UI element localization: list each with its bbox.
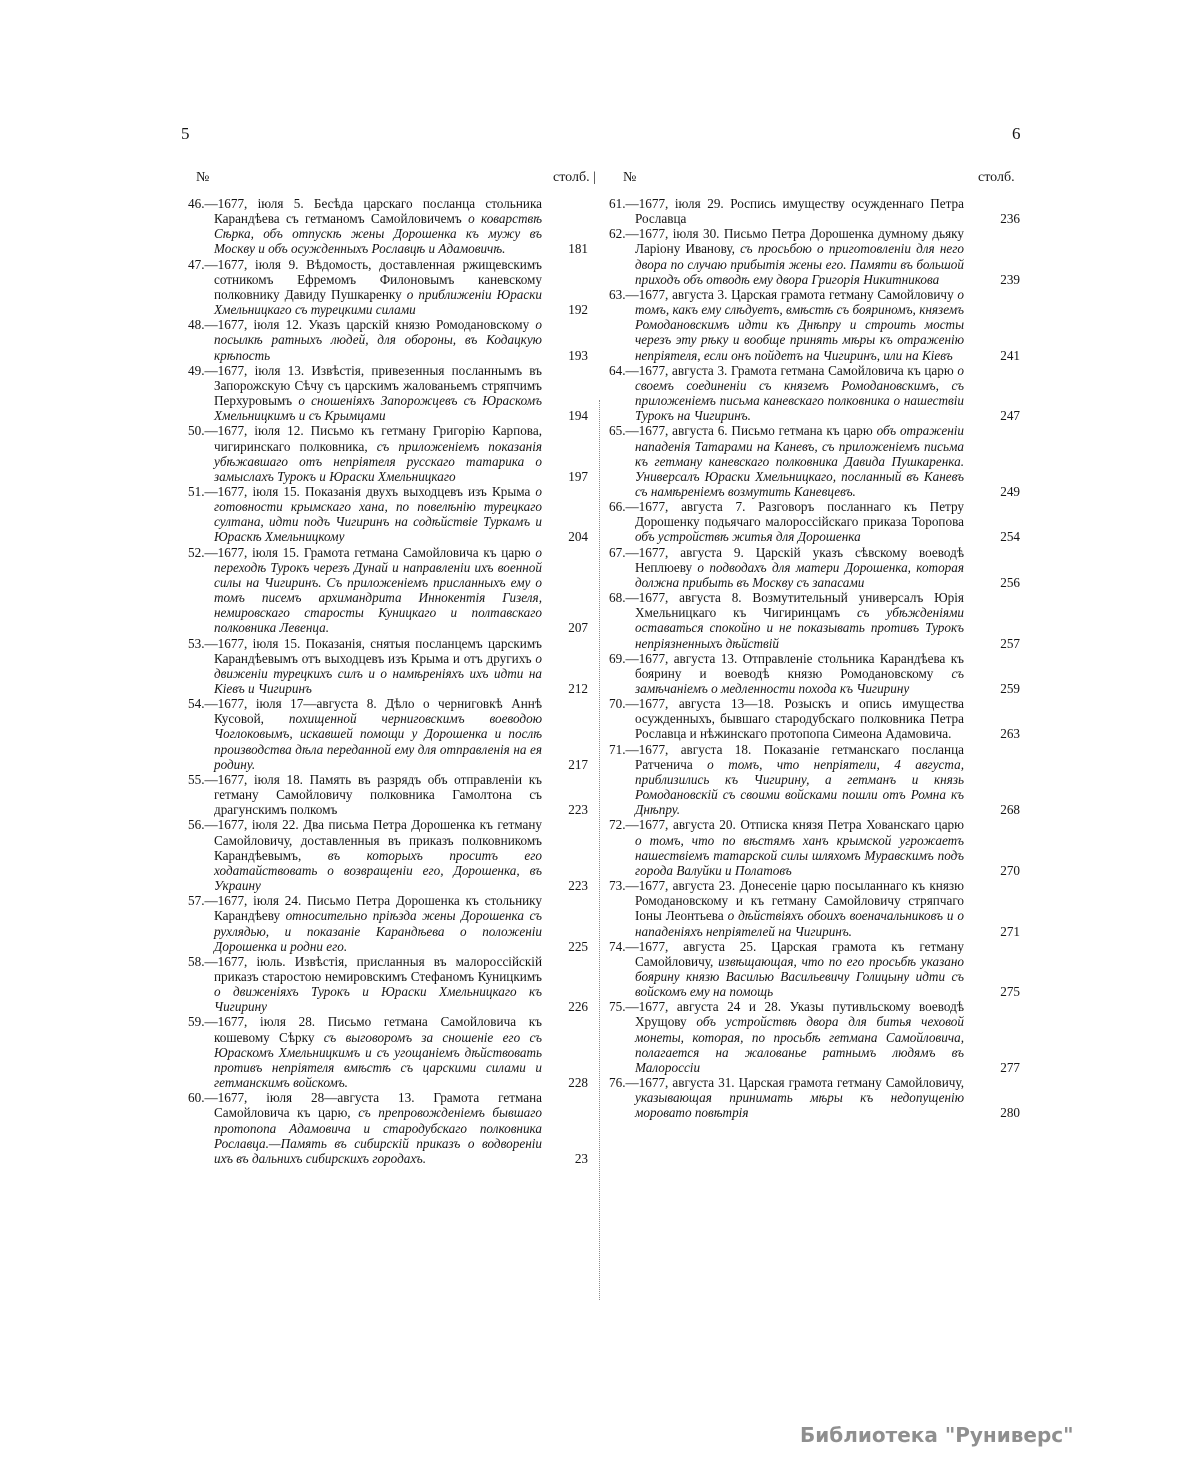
entry-column-number: 193 (568, 347, 588, 363)
entry-description: о своемъ соединеніи съ княземъ Ромодановскимъ, съ приложеніемъ письма каневскаго полковника о нашествіи Турокъ на Чигиринъ. (635, 362, 964, 424)
page-number-left: 5 (181, 124, 190, 143)
entry-description: съ замѣчаніемъ о медленности похода къ Чигирину (635, 665, 964, 696)
entry-column-number: 194 (568, 408, 588, 424)
entry-description: о томъ, что непріятели, 4 августа, приблизились къ Чигирину, а гетманъ и князь Ромодановскій съ своими войсками пошли отъ Ромна къ Днѣпру. (635, 756, 964, 818)
left-column-header: столб. | (553, 170, 596, 185)
index-entry (609, 878, 1020, 939)
entry-text (609, 423, 1020, 499)
left-number-header: № (196, 170, 210, 185)
index-entry (609, 363, 1020, 424)
left-column (188, 196, 594, 1166)
entry-description: о движеніи турецкихъ силъ и о намѣреніяхъ ихъ идти на Кіевъ и Чигиринъ (214, 650, 542, 696)
entry-column-number: 236 (1000, 211, 1020, 227)
index-entry (188, 545, 594, 636)
index-entry (188, 636, 594, 697)
entry-heading: 73.—1677, августа 23. Донесеніе царю посыланнаго къ князю Ромодановскому и къ гетману Самойловичу стряпчаго Іоны Леонтьева (609, 878, 964, 924)
entry-column-number: 270 (1000, 862, 1020, 878)
entry-column-number: 197 (568, 468, 588, 484)
entry-text (188, 1014, 594, 1090)
entry-description: о дѣйствіяхъ обоихъ военачальниковъ и о нападеніяхъ непріятелей на Чигиринъ. (635, 908, 965, 939)
right-column-header: столб. (978, 170, 1015, 185)
entry-description: о посылкѣ ратныхъ людей, для обороны, въ Кодацкую крѣпость (214, 317, 543, 363)
entry-column-number: 256 (1000, 574, 1020, 590)
entry-column-number: 277 (1000, 1059, 1020, 1075)
entry-text (188, 893, 594, 954)
index-entry (609, 817, 1020, 878)
entry-column-number: 268 (1000, 802, 1020, 818)
entry-heading: 67.—1677, августа 9. Царскій указъ сѣвскому воеводѣ Неплюеву (609, 544, 964, 575)
entry-text (609, 196, 1020, 226)
entry-column-number: 241 (1000, 347, 1020, 363)
entry-description: въ которыхъ проситъ его ходатайствовать о возвращеніи его, Дорошенка, въ Украину (214, 847, 542, 894)
index-entry (609, 696, 1020, 741)
entry-description: съ препровожденіемъ бывшаго протопопа Адамовича и стародубскаго полковника Рославца.—Память въ сибирскій приказъ о водвореніи ихъ въ дальнихъ сибирскихъ городахъ. (214, 1105, 542, 1166)
entry-text (609, 590, 1020, 651)
entry-heading: 72.—1677, августа 20. Отписка князя Петра Хованскаго царю (609, 817, 964, 833)
entry-column-number: 23 (574, 1150, 588, 1166)
entry-text (188, 1090, 594, 1166)
entry-column-number: 217 (568, 756, 588, 772)
entry-heading: 62.—1677, іюля 30. Письмо Петра Дорошенка думному дьяку Ларіону Иванову, (609, 226, 964, 257)
entry-text (609, 742, 1020, 818)
index-entry (609, 742, 1020, 818)
index-entry (188, 196, 594, 257)
entry-description: съ убѣжденіями оставаться спокойно и не показывать противъ Турокъ непріязненныхъ дѣйствій (635, 605, 964, 651)
entry-heading: 52.—1677, іюля 15. Грамота гетмана Самойловича къ царю (188, 544, 531, 560)
entry-heading: 69.—1677, августа 13. Отправленіе стольника Карандѣева къ боярину и воеводѣ князю Ромодановскому (609, 650, 964, 681)
entry-description: относительно пріѣзда жены Дорошенка съ рухлядью, и показаніе Карандѣева о положеніи Дорошенка и родни его. (214, 908, 542, 954)
entry-description: съ приложеніемъ показанія убѣжавшаго отъ непріятеля русскаго татарика о замыслахъ Турокъ и Юраски Хмельницкаго (214, 438, 542, 484)
entry-text (609, 499, 1020, 544)
entry-text (188, 696, 594, 772)
entry-text (188, 257, 594, 318)
entry-column-number: 280 (1000, 1105, 1020, 1121)
entry-description: о томъ, что по вѣстямъ ханъ крымской угрожаетъ нашествіемъ татарской силы шляхомъ Муравскимъ подъ города Валуйки и Полатовъ (635, 832, 964, 878)
page-number-right: 6 (1012, 124, 1021, 143)
index-entry (609, 423, 1020, 499)
entry-description: о готовности крымскаго хана, по повелѣнію турецкаго султана, идти подъ Чигиринъ на содѣйствіе Туркамъ и Юраскѣ Хмельницкому (214, 483, 542, 545)
entry-text (188, 545, 594, 636)
entry-column-number: 247 (1000, 408, 1020, 424)
entry-column-number: 223 (568, 878, 588, 894)
index-entry (188, 1090, 594, 1166)
index-entry (609, 999, 1020, 1075)
entry-description: о сношеніяхъ Запорожцевъ съ Юраскомъ Хмельницкимъ и съ Крымцами (214, 393, 542, 424)
entry-description: о томъ, какъ ему слѣдуетъ, вмѣстѣ съ бояриномъ, княземъ Ромодановскимъ идти къ Днѣпру и строить мосты черезъ эту рѣку и вообще принять мѣры къ отраженію непріятеля, если онъ пойдетъ на Чигиринъ, или на Кіевъ (635, 286, 965, 363)
library-watermark: Библиотека "Руниверс" (800, 1423, 1074, 1447)
index-entry (188, 817, 594, 893)
entry-text (188, 363, 594, 424)
index-entry (188, 317, 594, 362)
entry-text (609, 817, 1020, 878)
entry-text (609, 999, 1020, 1075)
entry-heading: 48.—1677, іюля 12. Указъ царскій князю Ромодановскому (188, 317, 530, 333)
entry-column-number: 249 (1000, 483, 1020, 499)
entry-column-number: 254 (1000, 529, 1020, 545)
entry-heading: 58.—1677, іюль. Извѣстія, присланныя въ малороссійскій приказъ старостою немировскимъ Стефаномъ Куницкимъ (188, 953, 542, 984)
entry-column-number: 226 (568, 999, 588, 1015)
entry-heading: 76.—1677, августа 31. Царская грамота гетману Самойловичу, (609, 1075, 964, 1091)
entry-heading: 61.—1677, іюля 29. Роспись имуществу осужденнаго Петра Рославца (609, 196, 964, 227)
entry-heading: 54.—1677, іюля 17—августа 8. Дѣло о черниговкѣ Аннѣ Кусовой, (188, 696, 542, 727)
entry-column-number: 263 (1000, 726, 1020, 742)
entry-description: о коварствѣ Сѣрка, объ отпускѣ жены Дорошенка къ мужу въ Москву и объ осужденныхъ Рославцѣ и Адамовичѣ. (214, 211, 543, 257)
index-entry (188, 893, 594, 954)
entry-description: похищенной черниговскимъ воеводою Чоглоковымъ, искавшей помощи у Дорошенка и послѣ производства дѣла переданной ему для отправленія на ея родину. (214, 711, 542, 772)
entry-column-number: 239 (1000, 271, 1020, 287)
entry-heading: 51.—1677, іюля 15. Показанія двухъ выходцевъ изъ Крыма (188, 483, 531, 499)
entry-text (188, 772, 594, 817)
entry-text (188, 196, 594, 257)
entry-heading: 74.—1677, августа 25. Царская грамота къ гетману Самойловичу, (609, 938, 964, 969)
entry-heading: 60.—1677, іюля 28—августа 13. Грамота гетмана Самойловича къ царю, (188, 1090, 542, 1121)
entry-heading: 70.—1677, августа 13—18. Розыскъ и опись имущества осужденныхъ, бывшаго стародубскаго полковника Петра Рославца и нѣжинскаго протопопа Симеона Адамовича. (609, 696, 964, 742)
entry-heading: 55.—1677, іюля 18. Память въ разрядъ объ отправленіи къ гетману Самойловичу полковника Гамолтона съ драгунскимъ полкомъ (188, 771, 542, 818)
entry-description: съ просьбою о приготовленіи для него двора по случаю прибытія жены его. Памяти въ большой приходъ объ отводѣ ему двора Григорія Никитникова (635, 241, 964, 287)
entry-text (609, 651, 1020, 696)
entry-column-number: 212 (568, 681, 588, 696)
index-entry (609, 196, 1020, 226)
entry-column-number: 223 (568, 802, 588, 818)
entry-heading: 68.—1677, августа 8. Возмутительный универсалъ Юрія Хмельницкаго къ Чигиринцамъ (609, 590, 964, 621)
entry-description: объ отраженіи нападенія Татарами на Каневъ, съ приложеніемъ письма къ гетману каневскаго полковника Давида Пушкаренка. Универсалъ Юраски Хмельницкаго, посланный въ Каневъ съ намѣреніемъ возмутить Каневцевъ. (635, 423, 965, 499)
index-entry (188, 696, 594, 772)
entry-column-number: 181 (568, 241, 588, 257)
entry-heading: 47.—1677, іюля 9. Вѣдомость, доставленная ржищевскимъ сотникомъ Ефремомъ Филоновымъ каневскому полковнику Давиду Пушкаренку (188, 256, 542, 302)
entry-column-number: 275 (1000, 984, 1020, 1000)
index-entry (188, 1014, 594, 1090)
entry-heading: 56.—1677, іюля 22. Два письма Петра Дорошенка къ гетману Самойловичу, доставленныя въ приказъ полковникомъ Карандѣевымъ, (188, 817, 542, 863)
index-entry (609, 226, 1020, 287)
entry-heading: 71.—1677, августа 18. Показаніе гетманскаго посланца Ратченича (609, 741, 964, 772)
right-number-header: № (623, 170, 637, 185)
entry-text (188, 423, 594, 484)
entry-description: о переходѣ Турокъ черезъ Дунай и направленіи ихъ военной силы на Чигиринъ. Съ приложеніемъ присланныхъ ему о томъ писемъ архимандрита Иннокентія Гизеля, немировскаго старосты Куницкаго и полтавскаго полковника Левенца. (214, 544, 542, 636)
entry-text (609, 939, 1020, 1000)
entry-description: о приближеніи Юраски Хмельницкаго съ турецкими силами (214, 286, 543, 318)
entry-description: указывающая принимать мѣры къ недопущенію моровато повѣтрія (635, 1090, 964, 1121)
entry-heading: 65.—1677, августа 6. Письмо гетмана къ царю (609, 423, 873, 439)
entry-text (609, 1075, 1020, 1120)
entry-description: о движеніяхъ Турокъ и Юраски Хмельницкаго къ Чигирину (214, 984, 542, 1015)
entry-text (188, 484, 594, 545)
index-entry (188, 484, 594, 545)
entry-column-number: 207 (568, 620, 588, 636)
index-entry (188, 363, 594, 424)
right-column (609, 196, 1020, 1121)
entry-description: объ устройствѣ житья для Дорошенка (635, 529, 861, 545)
entry-text (188, 317, 594, 362)
entry-text (609, 287, 1020, 363)
entry-text (609, 545, 1020, 590)
entry-description: объ устройствѣ двора для битья чеховой монеты, которая, по просьбѣ гетмана Самойловича, полагается на жалованье ратнымъ людямъ въ Малороссіи (635, 1014, 964, 1075)
entry-heading: 75.—1677, августа 24 и 28. Указы путивльскому воеводѣ Хрущову (609, 999, 964, 1030)
entry-description: извѣщающая, что по его просьбѣ указано боярину князю Василью Васильевичу Голицыну идти съ войскомъ ему на помощь (635, 953, 965, 1000)
entry-text (188, 636, 594, 697)
entry-description: съ выговоромъ за сношеніе его съ Юраскомъ Хмельницкимъ и съ угощаніемъ дѣйствовать противъ непріятеля вмѣстѣ съ царскими силами и гетманскимъ войскомъ. (214, 1029, 542, 1091)
entry-column-number: 259 (1000, 681, 1020, 696)
entry-heading: 59.—1677, іюля 28. Письмо гетмана Самойловича къ кошевому Сѣрку (188, 1014, 542, 1045)
entry-heading: 57.—1677, іюля 24. Письмо Петра Дорошенка къ стольнику Карандѣеву (188, 893, 542, 924)
index-entry (609, 939, 1020, 1000)
index-entry (609, 287, 1020, 363)
entry-text (609, 696, 1020, 741)
index-entry (188, 423, 594, 484)
index-entry (609, 590, 1020, 651)
entry-text (188, 817, 594, 893)
entry-text (609, 363, 1020, 424)
column-divider (599, 400, 600, 1300)
index-entry (609, 545, 1020, 590)
index-entry (609, 651, 1020, 696)
entry-text (188, 954, 594, 1015)
entry-heading: 50.—1677, іюля 12. Письмо къ гетману Григорію Карпова, чигиринскаго полковника, (188, 423, 542, 454)
entry-heading: 49.—1677, іюля 13. Извѣстія, привезенныя посланнымъ въ Запорожскую Сѣчу съ царскимъ жалованьемъ стряпчимъ Перхуровымъ (188, 362, 542, 409)
index-entry (609, 499, 1020, 544)
entry-text (609, 878, 1020, 939)
index-entry (188, 954, 594, 1015)
entry-heading: 53.—1677, іюля 15. Показанія, снятыя посланцемъ царскимъ Карандѣевымъ отъ выходцевъ изъ Крыма и отъ другихъ (188, 635, 542, 666)
entry-heading: 63.—1677, августа 3. Царская грамота гетману Самойловичу (609, 286, 954, 302)
index-entry (188, 772, 594, 817)
entry-column-number: 257 (1000, 635, 1020, 651)
entry-column-number: 204 (568, 529, 588, 545)
entry-heading: 66.—1677, августа 7. Разговоръ посланнаго къ Петру Дорошенку подьячаго малороссійскаго приказа Торопова (609, 499, 964, 530)
entry-heading: 64.—1677, августа 3. Грамота гетмана Самойловича къ царю (609, 362, 954, 378)
entry-column-number: 225 (568, 938, 588, 954)
entry-column-number: 271 (1000, 923, 1020, 939)
entry-description: о подводахъ для матери Дорошенка, которая должна прибыть въ Москву съ запасами (635, 559, 964, 590)
entry-column-number: 192 (568, 302, 588, 318)
index-entry (609, 1075, 1020, 1120)
entry-text (609, 226, 1020, 287)
index-entry (188, 257, 594, 318)
entry-column-number: 228 (568, 1075, 588, 1091)
entry-heading: 46.—1677, іюля 5. Бесѣда царскаго посланца стольника Карандѣева съ гетманомъ Самойловичемъ (188, 196, 542, 227)
